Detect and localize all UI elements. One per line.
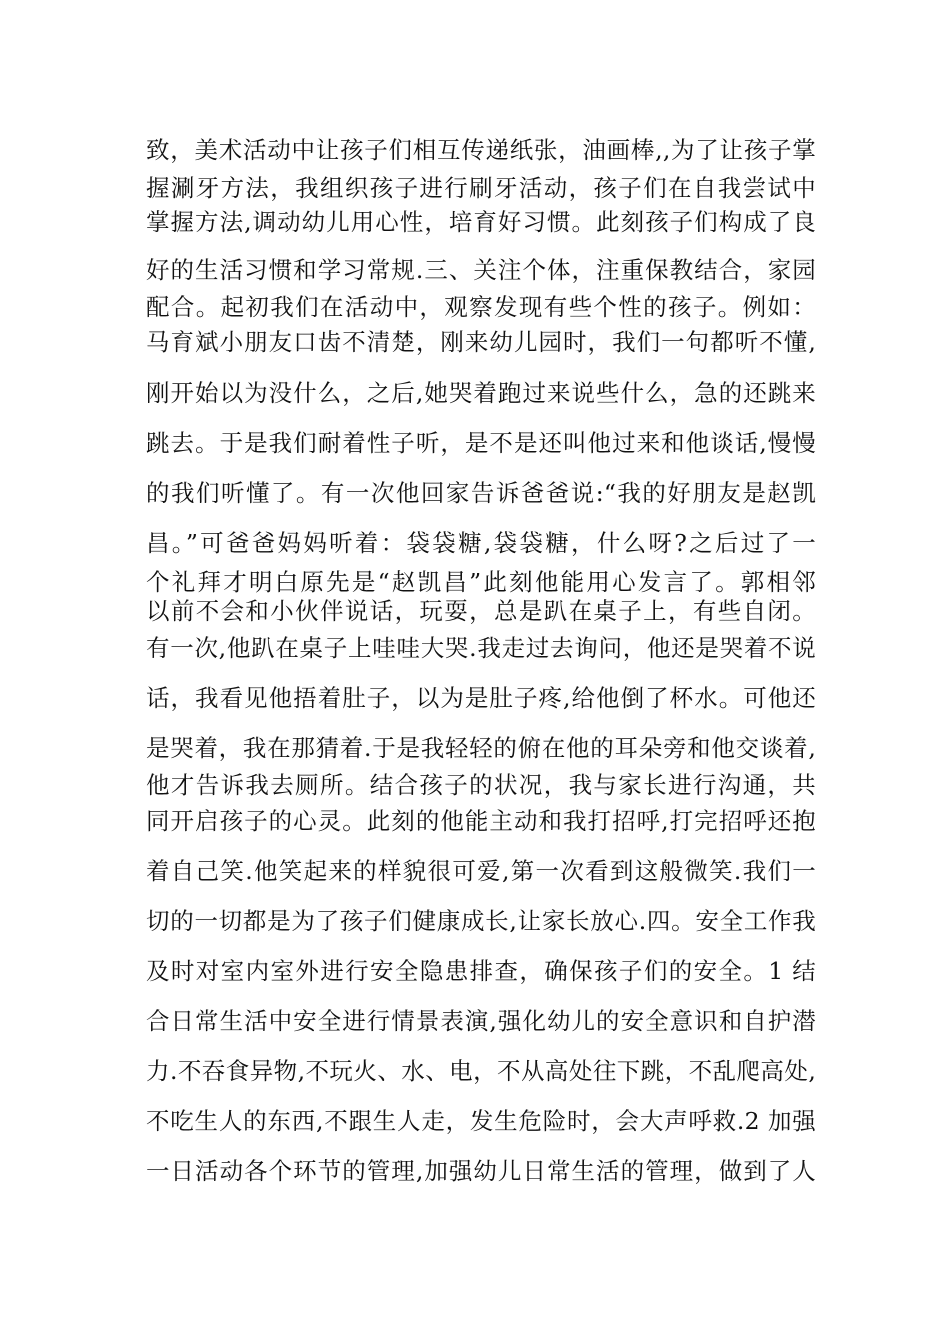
text-line: 跳去。于是我们耐着性子听，是不是还叫他过来和他谈话,慢慢 bbox=[146, 429, 816, 457]
text-line: 话，我看见他捂着肚子，以为是肚子疼,给他倒了杯水。可他还 bbox=[146, 684, 816, 712]
text-line: 他才告诉我去厕所。结合孩子的状况，我与家长进行沟通，共 bbox=[146, 771, 816, 799]
text-line: 昌。”可爸爸妈妈听着：袋袋糖,袋袋糖，什么呀?之后过了一 bbox=[146, 529, 816, 557]
text-line: 握涮牙方法，我组织孩子进行刷牙活动，孩子们在自我尝试中 bbox=[146, 174, 816, 202]
text-line: 及时对室内室外进行安全隐患排查，确保孩子们的安全。1 结 bbox=[146, 957, 816, 985]
text-line: 马育斌小朋友口齿不清楚，刚来幼儿园时，我们一句都听不懂, bbox=[146, 328, 816, 356]
text-line: 切的一切都是为了孩子们健康成长,让家长放心.四。安全工作我 bbox=[146, 907, 816, 935]
text-line: 刚开始以为没什么，之后,她哭着跑过来说些什么，急的还跳来 bbox=[146, 379, 816, 407]
text-line: 有一次,他趴在桌子上哇哇大哭.我走过去询问，他还是哭着不说 bbox=[146, 634, 816, 662]
text-line: 着自己笑.他笑起来的样貌很可爱,第一次看到这般微笑.我们一 bbox=[146, 857, 816, 885]
text-line: 同开启孩子的心灵。此刻的他能主动和我打招呼,打完招呼还抱 bbox=[146, 807, 816, 835]
text-line: 合日常生活中安全进行情景表演,强化幼儿的安全意识和自护潜 bbox=[146, 1007, 816, 1035]
text-line: 不吃生人的东西,不跟生人走，发生危险时，会大声呼救.2 加强 bbox=[146, 1107, 816, 1135]
text-line: 的我们听懂了。有一次他回家告诉爸爸说:“我的好朋友是赵凯 bbox=[146, 479, 816, 507]
text-line: 力.不吞食异物,不玩火、水、电，不从高处往下跳，不乱爬高处, bbox=[146, 1057, 816, 1085]
text-line: 配合。起初我们在活动中，观察发现有些个性的孩子。例如： bbox=[146, 293, 816, 321]
text-line: 个礼拜才明白原先是“赵凯昌”此刻他能用心发言了。郭相邻 bbox=[146, 568, 816, 596]
text-line: 是哭着，我在那猜着.于是我轻轻的俯在他的耳朵旁和他交谈着, bbox=[146, 734, 816, 762]
text-line: 好的生活习惯和学习常规.三、关注个体，注重保教结合，家园 bbox=[146, 256, 816, 284]
text-line: 一日活动各个环节的管理,加强幼儿日常生活的管理，做到了人 bbox=[146, 1157, 816, 1185]
text-line: 掌握方法,调动幼儿用心性，培育好习惯。此刻孩子们构成了良 bbox=[146, 208, 816, 236]
text-line: 以前不会和小伙伴说话，玩耍，总是趴在桌子上，有些自闭。 bbox=[146, 597, 816, 625]
text-line: 致，美术活动中让孩子们相互传递纸张，油画棒,,为了让孩子掌 bbox=[146, 136, 816, 164]
